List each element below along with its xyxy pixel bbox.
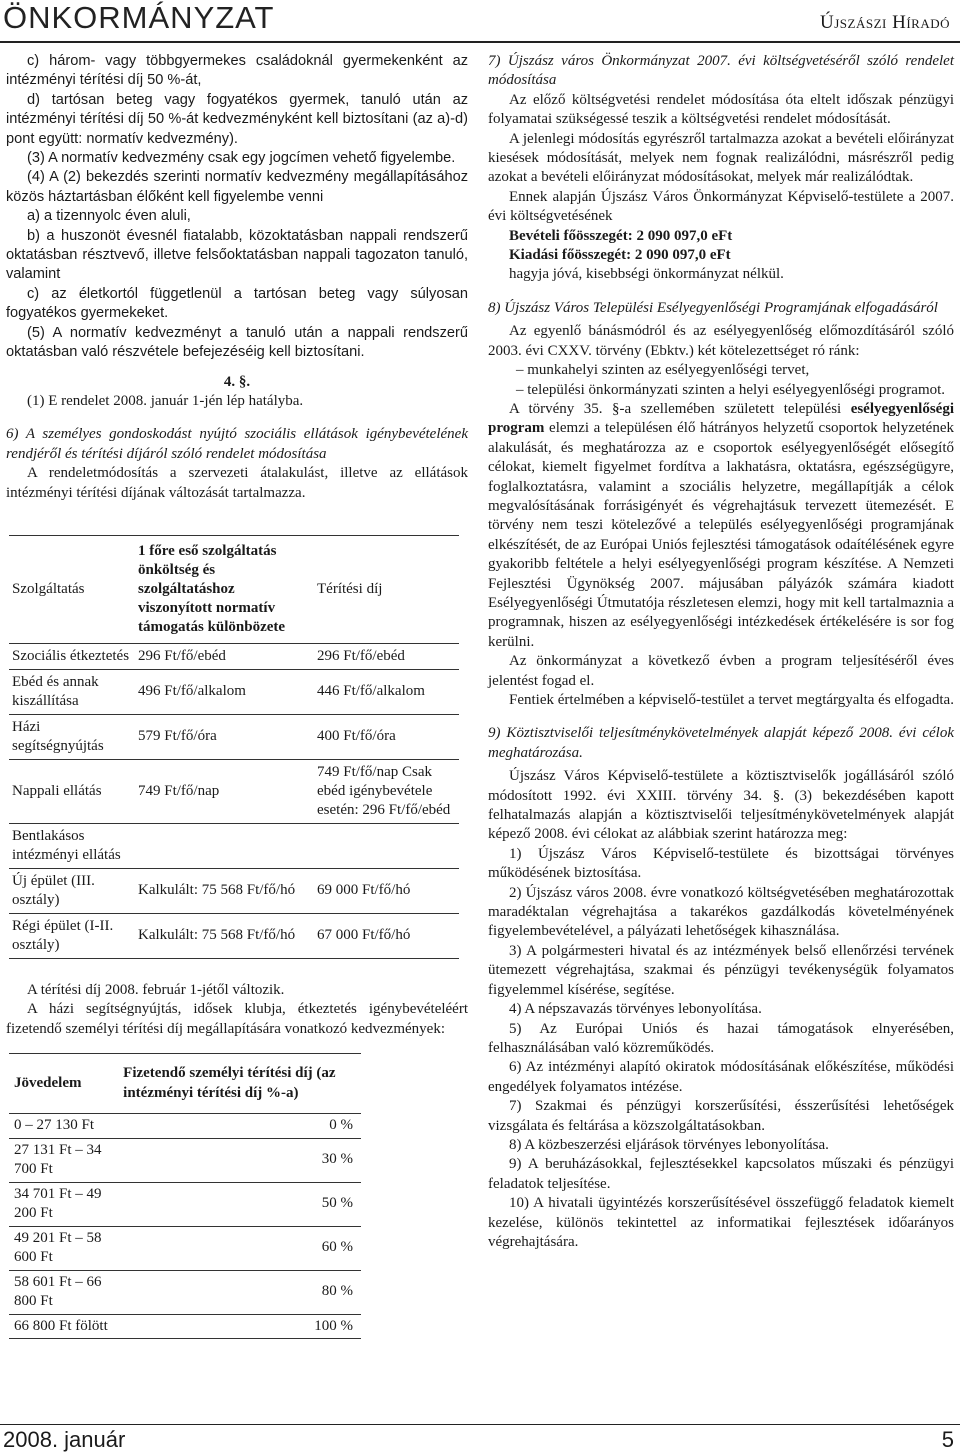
paragraph: hagyja jóvá, kisebbségi önkormányzat nélkül. [509,266,784,283]
paragraph: Az előző költségvetési rendelet módosítása óta eltelt időszak pénzügyi folyamatai szükségessé teszik a költségvetési rendelet módosítását. [488,91,954,128]
table-cell: 400 Ft/fő/óra [311,714,459,759]
discount-table [9,1053,361,1339]
table-cell: Bentlakásos intézményi ellátás [9,823,135,868]
paragraph: A jelenlegi módosítás egyrészről tartalmazza azokat a bevételi előirányzat kiesések módosítását, melyek nem fognak realizálódni, másrészről pedig azokat a bevételi előirányzat módosításokat, melyek már realizálódtak. [488,130,954,186]
table-cell: 50 % [118,1182,361,1226]
table-cell: Régi épület (I-II. osztály) [9,913,135,958]
table-row [9,823,459,868]
table-row [9,913,459,958]
text-run-bold: esélyegyenlőségi program [488,400,954,437]
table-cell: 749 Ft/fő/nap Csak ebéd igénybevétele esetén: 296 Ft/fő/ebéd [311,759,459,823]
table-cell: 496 Ft/fő/alkalom [135,669,311,714]
paragraph [488,400,954,652]
table-cell: 579 Ft/fő/óra [135,714,311,759]
section-title: 9) Köztisztviselői teljesítménykövetelmények alapját képező 2008. évi célok meghatározása. [488,725,954,761]
section-number: 4. §. [223,373,251,390]
paragraph: c) az életkortól függetlenül a tartósan beteg vagy súlyosan fogyatékos gyermekeket. [6,285,468,322]
header-section-title: ÖNKORMÁNYZAT [3,0,275,35]
header-rule [0,41,960,43]
table-cell: 60 % [118,1226,361,1270]
table-cell: Új épület (III. osztály) [9,868,135,913]
table-cell: Házi segítségnyújtás [9,714,135,759]
table-cell: 69 000 Ft/fő/hó [311,868,459,913]
list-item: 4) A népszavazás törvényes lebonyolítása. [509,1001,762,1018]
paragraph: A házi segítségnyújtás, idősek klubja, étkeztetés igénybevételéért fizetendő személyi térítési díj megállapítására vonatkozó kedvezmények: [6,1001,468,1037]
table-header-row [9,1054,361,1114]
list-item: 2) Újszász város 2008. évre vonatkozó költségvetésében meghatározottak maradéktalan végrehajtása a takarékos gazdálkodás követelményének figyelembevételével, a pályázati lehetőségek kihasználása. [488,884,954,940]
paragraph: d) tartósan beteg vagy fogyatékos gyermek, tanuló után az intézményi térítési díj 50 %-át kedvezményként kell biztosítani (az a)-d) pont együtt: normatív kedvezmény). [6,91,468,147]
table-cell: 58 601 Ft – 66 800 Ft [9,1270,118,1314]
table-row [9,1314,361,1339]
list-item: 5) Az Európai Uniós és hazai támogatások elnyerésében, felhasználásában való közreműködés. [488,1020,954,1056]
table-cell: 34 701 Ft – 49 200 Ft [9,1182,118,1226]
paragraph: Kiadási főösszegét: 2 090 097,0 eFt [509,247,731,264]
table-header-cell: Fizetendő személyi térítési díj (az intézményi térítési díj %-a) [118,1054,361,1114]
table-cell: Ebéd és annak kiszállítása [9,669,135,714]
table-cell: 66 800 Ft fölött [9,1314,118,1339]
table-row [9,1182,361,1226]
paragraph: (5) A normatív kedvezményt a tanuló után a nappali rendszerű oktatásban való részvétele befejezéséig kell biztosítani. [6,324,468,361]
paragraph: (3) A normatív kedvezmény csak egy jogcímen vehető figyelembe. [27,150,456,167]
paragraph: A térítési díj 2008. február 1-jétől változik. [27,981,285,998]
table-cell: 296 Ft/fő/ebéd [311,643,459,669]
table-cell: 27 131 Ft – 34 700 Ft [9,1138,118,1182]
paragraph: A rendeletmódosítás a szervezeti átalakulást, illetve az ellátások intézményi térítési díjának változását tartalmazza. [6,465,468,501]
page-number: 5 [941,1427,954,1452]
paragraph: Ennek alapján Újszász Város Önkormányzat Képviselő-testülete a 2007. évi költségvetésének [488,188,954,225]
footer-date: 2008. január [3,1427,126,1452]
table-row [9,714,459,759]
section-title: 7) Újszász város Önkormányzat 2007. évi költségvetéséről szóló rendelet módosítása [488,53,954,89]
paragraph: (1) E rendelet 2008. január 1-jén lép hatályba. [27,392,304,409]
text-run: elemzi a településen élő hátrányos helyzetű csoportok helyzetének alakulását, és meghatározza az e csoportok esélyegyenlőségét elősegítő célokat, kiemelt figyelmet fordítva a lakhatásra, oktatásra, egészségügyre, foglalkoztatásra, valamint a szociális helyzetre, megállapítják a célok megvalósításának forrásigényét és végrehajtásuk tervezett ütemezését. E törvény nem teszi kötelezővé a település esélyegyenlőségi programjának elkészítését, de az Európai Uniós fejlesztési támogatások odaítélésének egyre gyakoribb feltétele a helyi esélyegyenlőségi program készítése. A Nemzeti Fejlesztési Ügynökség 2007. májusában pályázók számára kiadott Esélyegyenlőségi Útmutatója részletesen elemzi, hogy mit kell tartalmaznia a programnak, hiszen az esélyegyenlőségi intézkedések értékelésére is sor fog kerülni. [488,420,954,650]
table-header-cell: Térítési díj [311,535,459,643]
table-cell: Kalkulált: 75 568 Ft/fő/hó [135,868,311,913]
table-cell: Nappali ellátás [9,759,135,823]
paragraph: a) a tizennyolc éven aluli, [27,208,191,225]
table-header-cell: Jövedelem [9,1054,118,1114]
text-run: A törvény 35. §-a szellemében született települési [509,400,851,417]
table-header-cell: Szolgáltatás [9,535,135,643]
dash-item: – munkahelyi szinten az esélyegyenlőségi tervet, [516,362,810,379]
list-item: 1) Újszász Város Képviselő-testülete és bizottságai törvényes működésének biztosítása. [488,845,954,882]
table-cell: Szociális étkeztetés [9,643,135,669]
table-row [9,1226,361,1270]
table-row [9,1114,361,1139]
table-row [9,759,459,823]
table-row [9,669,459,714]
right-column [488,52,954,1252]
list-item: 9) A beruházásokkal, fejlesztésekkel kapcsolatos műszaki és pénzügyi feladatok teljesítése. [488,1156,954,1192]
table-row [9,868,459,913]
list-item: 3) A polgármesteri hivatal és az intézmények belső ellenőrzési tervének ütemezett végrehajtása, szakmai és pénzügyi tevékenységük folyamatos figyelemmel kísérése, segítése. [488,942,954,998]
table-cell: 446 Ft/fő/alkalom [311,669,459,714]
table-cell: 30 % [118,1138,361,1182]
left-column [6,52,468,1339]
table-cell [311,823,459,868]
list-item: 10) A hivatali ügyintézés korszerűsítésével összefüggő feladatok kiemelt kezelése, különös tekintettel az informatikai fejlesztések időarányos végrehajtására. [488,1195,954,1250]
paragraph: Az egyenlő bánásmódról és az esélyegyenlőség előmozdításáról szóló 2003. évi CXXV. törvény (Ebktv.) két kötelezettséget ró ránk: [488,323,954,359]
table-cell: 100 % [118,1314,361,1339]
paragraph: Az önkormányzat a következő évben a program teljesítéséről éves jelentést fogad el. [488,653,954,689]
paragraph: Fentiek értelmében a képviselő-testület a tervet megtárgyalta és elfogadta. [509,692,954,708]
table-cell: 49 201 Ft – 58 600 Ft [9,1226,118,1270]
paragraph: Újszász Város Képviselő-testülete a köztisztviselők jogállásáról szóló módosított 1992. évi XXIII. törvény 34. §. (3) bekezdésében kapott felhatalmazás alapján a köztisztviselői teljesítménykövetelmények alapját képező 2008. évi célokat az alábbiak szerint határozza meg: [488,768,954,843]
table-cell: 0 % [118,1114,361,1139]
dash-item: – települési önkormányzati szinten a helyi esélyegyenlőségi programot. [516,381,946,398]
paragraph: Bevételi főösszegét: 2 090 097,0 eFt [509,227,733,244]
section-title: 6) A személyes gondoskodást nyújtó szociális ellátások igénybevételének rendjéről és térítési díjáról szóló rendelet módosítása [6,426,468,462]
table-row [9,1138,361,1182]
table-cell: 80 % [118,1270,361,1314]
footer-rule [0,1424,960,1425]
table-cell: 67 000 Ft/fő/hó [311,913,459,958]
table-cell: 296 Ft/fő/ebéd [135,643,311,669]
fee-table [9,535,459,959]
paragraph: c) három- vagy többgyermekes családoknál gyermekenként az intézményi térítési díj 50 %-át, [6,53,468,89]
table-cell: 0 – 27 130 Ft [9,1114,118,1139]
list-item: 6) Az intézményi alapító okiratok módosításának előkészítése, működési engedélyek folyamatos intézése. [488,1059,954,1095]
table-row [9,1270,361,1314]
table-cell: 749 Ft/fő/nap [135,759,311,823]
table-cell [135,823,311,868]
table-cell: Kalkulált: 75 568 Ft/fő/hó [135,913,311,958]
list-item: 8) A közbeszerzési eljárások törvényes lebonyolítása. [509,1136,829,1153]
table-header-cell: 1 főre eső szolgáltatás önköltség és szolgáltatáshoz viszonyított normatív támogatás különbözete [135,535,311,643]
rule-text-block [6,52,468,363]
section-title: 8) Újszász Város Települési Esélyegyenlőségi Programjának elfogadásáról [488,299,938,316]
table-header-row [9,535,459,643]
table-row [9,643,459,669]
paragraph: b) a huszonöt évesnél fiatalabb, közoktatásban nappali rendszerű oktatásban résztvevő, illetve felsőoktatásban nappali tagozaton tanuló, valamint [6,227,468,283]
header-publication-name: Újszászi Híradó [820,12,950,33]
list-item: 7) Szakmai és pénzügyi korszerűsítési, ésszerűsítési lehetőségek vizsgálata és feltárása a közszolgáltatásokban. [488,1098,954,1134]
paragraph: (4) A (2) bekezdés szerinti normatív kedvezmény megállapításához közös háztartásban élőként kell figyelembe venni [6,169,468,205]
